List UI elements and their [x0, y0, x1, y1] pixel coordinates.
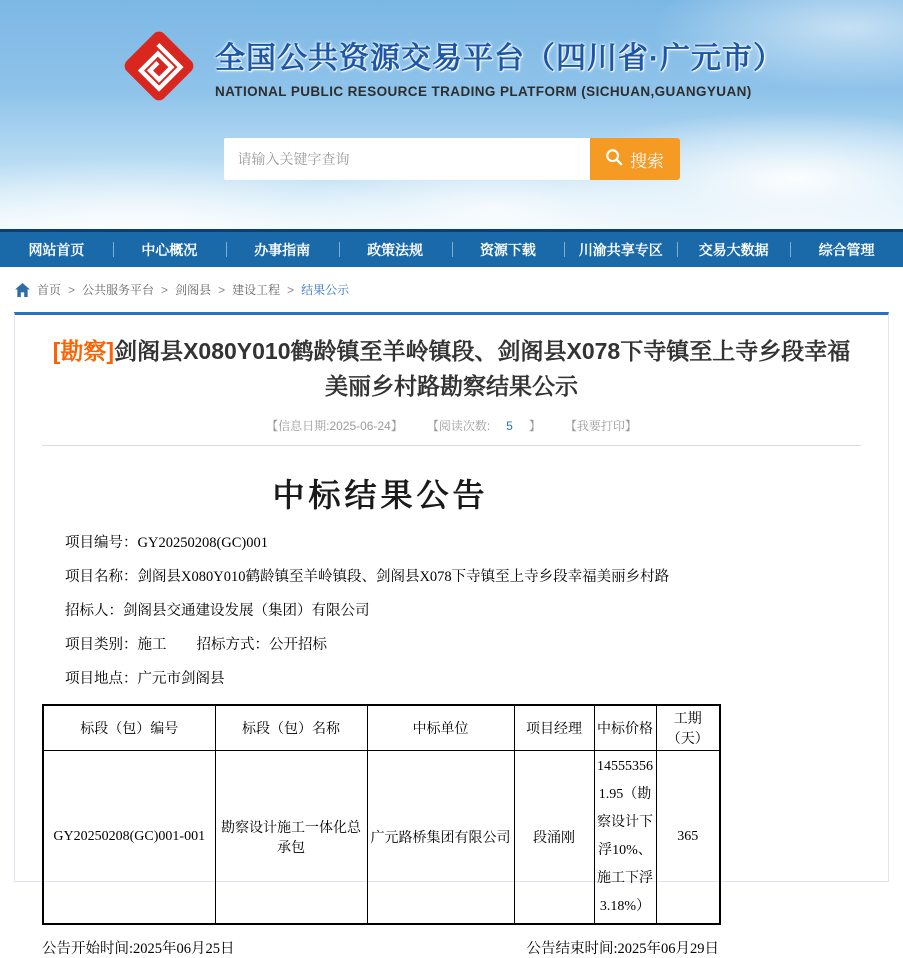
- announcement-dates: [42, 937, 719, 958]
- table-header-row: [43, 705, 720, 751]
- search-button[interactable]: [590, 138, 680, 180]
- search-icon: [605, 148, 623, 171]
- view-count: [433, 419, 541, 433]
- field-project-name: [65, 568, 719, 587]
- field-category-method: [65, 636, 719, 655]
- bid-result-table: [42, 704, 721, 925]
- start-label: 公告开始时间:: [42, 941, 134, 957]
- search-input[interactable]: [224, 138, 590, 180]
- article-meta: [42, 417, 861, 446]
- category-tag: [勘察]: [52, 338, 115, 364]
- cell-winner: 广元路桥集团有限公司: [367, 751, 514, 925]
- cell-manager: 段涌刚: [514, 751, 594, 925]
- search-button-label: 搜索: [630, 151, 664, 171]
- site-subtitle: NATIONAL PUBLIC RESOURCE TRADING PLATFORM (SICHUAN,GUANGYUAN): [215, 84, 752, 99]
- header-winner: 中标单位: [367, 705, 514, 751]
- article-title: [46, 334, 858, 404]
- announce-start-time: [42, 937, 235, 958]
- breadcrumb: [0, 267, 903, 312]
- field-value: 剑阁县交通建设发展（集团）有限公司: [123, 603, 370, 619]
- nav-item-bigdata[interactable]: 交易大数据: [677, 232, 790, 267]
- cell-section-code: GY20250208(GC)001-001: [43, 751, 215, 925]
- field-value: GY20250208(GC)001: [137, 535, 268, 551]
- announcement-content: [42, 470, 719, 958]
- nav-item-overview[interactable]: 中心概况: [113, 232, 226, 267]
- nav-item-management[interactable]: 综合管理: [790, 232, 903, 267]
- nav-item-chuanyu[interactable]: 川渝共享专区: [564, 232, 677, 267]
- breadcrumb-item-home[interactable]: 首页: [37, 283, 62, 297]
- nav-item-guide[interactable]: 办事指南: [226, 232, 339, 267]
- info-date: 【信息日期:2025-06-24】: [266, 419, 403, 433]
- field-location: [65, 670, 719, 689]
- nav-item-home[interactable]: 网站首页: [28, 241, 85, 258]
- view-count-suffix: 】: [528, 419, 541, 433]
- header-price: 中标价格: [594, 705, 656, 751]
- table-header: [43, 705, 720, 751]
- breadcrumb-item-results[interactable]: 结果公示: [301, 283, 350, 297]
- site-header: [0, 0, 903, 229]
- breadcrumb-item-platform[interactable]: 公共服务平台: [82, 283, 155, 297]
- end-value: 2025年06月29日: [617, 941, 719, 957]
- breadcrumb-item-county[interactable]: 剑阁县: [175, 283, 212, 297]
- main-nav: [0, 229, 903, 267]
- header-manager: 项目经理: [514, 705, 594, 751]
- field-label: 项目地点：: [65, 671, 138, 687]
- nav-item-downloads[interactable]: 资源下载: [452, 232, 565, 267]
- view-count-prefix: 【阅读次数:: [432, 419, 491, 433]
- breadcrumb-separator: >: [287, 282, 295, 297]
- announce-end-time: [526, 937, 719, 958]
- table-body: [43, 751, 720, 925]
- field-tenderee: [65, 602, 719, 621]
- print-link[interactable]: 【我要打印】: [570, 419, 637, 433]
- field-label: 项目编号：: [65, 535, 138, 551]
- field-label: 招标方式：: [196, 637, 269, 653]
- search-bar: [0, 138, 903, 180]
- view-count-number: 5: [506, 419, 513, 433]
- header-section-code: 标段（包）编号: [43, 705, 215, 751]
- field-label: 项目名称：: [65, 569, 138, 585]
- field-value: 公开招标: [269, 637, 327, 653]
- site-titles: [215, 33, 784, 99]
- field-value: 施工: [137, 637, 167, 653]
- breadcrumb-item-construction[interactable]: 建设工程: [232, 283, 281, 297]
- field-value: 剑阁县X080Y010鹤龄镇至羊岭镇段、剑阁县X078下寺镇至上寺乡段幸福美丽乡村路: [137, 569, 670, 585]
- table-row: [43, 751, 720, 925]
- breadcrumb-separator: >: [161, 282, 169, 297]
- article-box: [14, 312, 889, 957]
- cell-section-name: 勘察设计施工一体化总承包: [215, 751, 367, 925]
- announcement-heading: 中标结果公告: [272, 477, 489, 513]
- home-icon[interactable]: [15, 283, 30, 297]
- brand-row: [0, 18, 903, 114]
- field-project-code: [65, 534, 719, 553]
- platform-logo-icon: [119, 21, 199, 111]
- site-title: 全国公共资源交易平台（四川省·广元市）: [215, 42, 784, 75]
- article-title-text: 剑阁县X080Y010鹤龄镇至羊岭镇段、剑阁县X078下寺镇至上寺乡段幸福美丽乡村路勘察结果公示: [114, 338, 851, 399]
- breadcrumb-separator: >: [68, 282, 76, 297]
- field-label: 招标人：: [65, 603, 123, 619]
- end-label: 公告结束时间:: [526, 941, 618, 957]
- header-section-name: 标段（包）名称: [215, 705, 367, 751]
- cell-duration: 365: [656, 751, 720, 925]
- field-value: 广元市剑阁县: [137, 671, 225, 687]
- cell-price: 145553561.95（勘察设计下浮10%、施工下浮3.18%）: [594, 751, 656, 925]
- field-label: 项目类别：: [65, 637, 138, 653]
- header-duration: 工期（天）: [656, 705, 720, 751]
- nav-item-policy[interactable]: 政策法规: [339, 232, 452, 267]
- start-value: 2025年06月25日: [133, 941, 235, 957]
- breadcrumb-separator: >: [218, 282, 226, 297]
